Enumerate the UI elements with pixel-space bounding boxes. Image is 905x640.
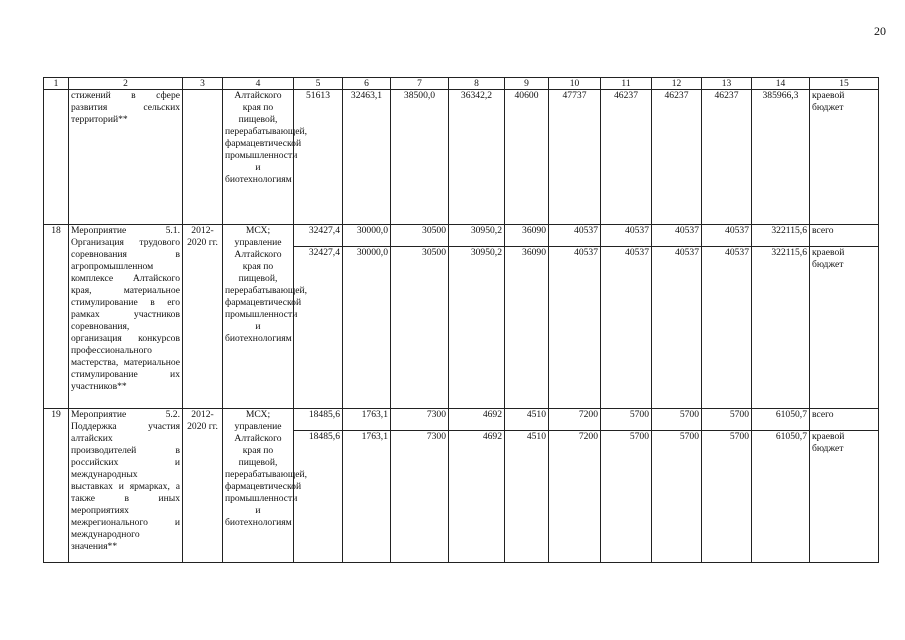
value-cell: 61050,7 bbox=[752, 409, 810, 431]
value-cell: 7300 bbox=[391, 431, 449, 563]
col-header: 3 bbox=[183, 78, 223, 90]
col-header: 14 bbox=[752, 78, 810, 90]
col-header: 8 bbox=[449, 78, 505, 90]
value-cell: 5700 bbox=[652, 431, 702, 563]
col-header: 2 bbox=[69, 78, 183, 90]
row-number bbox=[44, 90, 69, 225]
budget-table bbox=[43, 77, 879, 563]
value-cell: 30950,2 bbox=[449, 225, 505, 247]
col-header: 4 bbox=[223, 78, 294, 90]
measure-name: Мероприятие 5.2. Поддержка участия алтайских производителей в российских и международных выставках и ярмарках, а также в иных мероприятиях межрегионального и международного значения** bbox=[69, 409, 183, 563]
executor-rest: Алтайского края по пищевой, перерабатывающей, фармацевтической промышленности и биотехнологиям bbox=[225, 433, 308, 528]
value-cell: 47737 bbox=[549, 90, 601, 225]
value-cell: 46237 bbox=[652, 90, 702, 225]
header-row bbox=[44, 78, 879, 90]
value-cell: 40537 bbox=[702, 225, 752, 247]
value-cell: 5700 bbox=[601, 431, 652, 563]
value-cell: 40537 bbox=[601, 225, 652, 247]
col-header: 11 bbox=[601, 78, 652, 90]
value-cell: 36090 bbox=[505, 225, 549, 247]
value-cell: 7200 bbox=[549, 409, 601, 431]
value-cell: 4692 bbox=[449, 431, 505, 563]
value-cell: 46237 bbox=[702, 90, 752, 225]
value-cell: 40537 bbox=[702, 247, 752, 409]
value-cell: 36342,2 bbox=[449, 90, 505, 225]
value-cell: 30950,2 bbox=[449, 247, 505, 409]
value-cell: 1763,1 bbox=[343, 431, 391, 563]
funding-source: краевой бюджет bbox=[810, 247, 879, 409]
value-cell: 46237 bbox=[601, 90, 652, 225]
value-cell: 7200 bbox=[549, 431, 601, 563]
value-cell: 5700 bbox=[601, 409, 652, 431]
col-header: 6 bbox=[343, 78, 391, 90]
executor-cell bbox=[223, 225, 308, 409]
funding-source: краевой бюджет bbox=[810, 431, 879, 563]
value-cell: 40537 bbox=[549, 225, 601, 247]
value-cell: 40537 bbox=[652, 247, 702, 409]
measure-name: стижений в сфере развития сельских территорий** bbox=[69, 90, 183, 225]
col-header: 15 bbox=[810, 78, 879, 90]
value-cell: 7300 bbox=[391, 409, 449, 431]
value-cell: 61050,7 bbox=[752, 431, 810, 563]
value-cell: 30500 bbox=[391, 247, 449, 409]
value-cell: 322115,6 bbox=[752, 225, 810, 247]
row-number: 19 bbox=[44, 409, 69, 563]
value-cell: 40537 bbox=[601, 247, 652, 409]
executor-cell: Алтайского края по пищевой, перерабатывающей, фармацевтической промышленности и биотехнологиям bbox=[223, 90, 294, 225]
value-cell: 4510 bbox=[505, 409, 549, 431]
years-cell: 2012-2020 гг. bbox=[183, 409, 223, 563]
value-cell: 5700 bbox=[702, 431, 752, 563]
value-cell: 32427,4 bbox=[294, 225, 343, 247]
value-cell: 30000,0 bbox=[343, 225, 391, 247]
page-number: 20 bbox=[874, 24, 886, 38]
measure-name: Мероприятие 5.1. Организация трудового соревнования в агропромышленном комплексе Алтайского края, материальное стимулирование в его рамках участников соревнования, организация конкурсов профессионального мастерства, материальное стимулирование их участников** bbox=[69, 225, 183, 409]
col-header: 12 bbox=[652, 78, 702, 90]
value-cell: 30500 bbox=[391, 225, 449, 247]
col-header: 10 bbox=[549, 78, 601, 90]
value-cell: 4510 bbox=[505, 431, 549, 563]
years-cell bbox=[183, 90, 223, 225]
value-cell: 1763,1 bbox=[343, 409, 391, 431]
value-cell: 4692 bbox=[449, 409, 505, 431]
executor-top: МСХ; управление bbox=[234, 409, 282, 432]
col-header: 9 bbox=[505, 78, 549, 90]
executor-cell bbox=[223, 409, 308, 563]
funding-source: всего bbox=[810, 409, 879, 431]
value-cell: 5700 bbox=[652, 409, 702, 431]
table-row bbox=[44, 225, 879, 247]
years-cell: 2012-2020 гг. bbox=[183, 225, 223, 409]
col-header: 1 bbox=[44, 78, 69, 90]
value-cell: 18485,6 bbox=[294, 409, 343, 431]
funding-source: краевой бюджет bbox=[810, 90, 879, 225]
col-header: 5 bbox=[294, 78, 343, 90]
table-row bbox=[44, 90, 879, 225]
value-cell: 18485,6 bbox=[294, 431, 343, 563]
value-cell: 30000,0 bbox=[343, 247, 391, 409]
executor-rest: Алтайского края по пищевой, перерабатывающей, фармацевтической промышленности и биотехнологиям bbox=[225, 249, 308, 344]
value-cell: 40537 bbox=[652, 225, 702, 247]
value-cell: 38500,0 bbox=[391, 90, 449, 225]
table-row bbox=[44, 409, 879, 431]
value-cell: 32463,1 bbox=[343, 90, 391, 225]
value-cell: 5700 bbox=[702, 409, 752, 431]
row-number: 18 bbox=[44, 225, 69, 409]
funding-source: всего bbox=[810, 225, 879, 247]
executor-top: МСХ; управление bbox=[234, 225, 282, 248]
col-header: 7 bbox=[391, 78, 449, 90]
value-cell: 385966,3 bbox=[752, 90, 810, 225]
col-header: 13 bbox=[702, 78, 752, 90]
value-cell: 32427,4 bbox=[294, 247, 343, 409]
value-cell: 40537 bbox=[549, 247, 601, 409]
value-cell: 322115,6 bbox=[752, 247, 810, 409]
value-cell: 51613 bbox=[294, 90, 343, 225]
value-cell: 40600 bbox=[505, 90, 549, 225]
value-cell: 36090 bbox=[505, 247, 549, 409]
